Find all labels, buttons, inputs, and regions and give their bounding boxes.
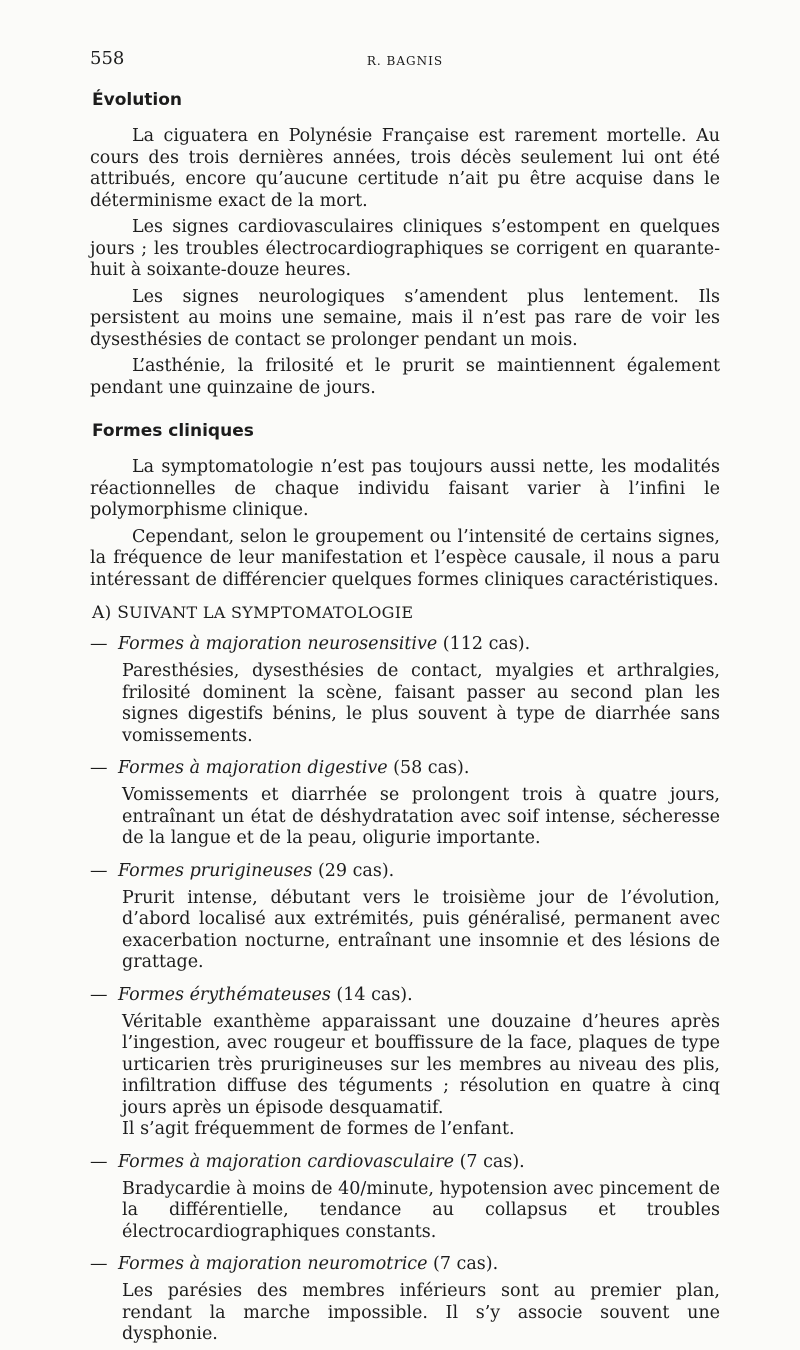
form-count: (7 cas). bbox=[427, 1254, 499, 1274]
paragraph: La ciguatera en Polynésie Française est rarement mortelle. Au cours des trois dernières années, trois décès seulement lui ont été attribués, encore qu’aucune certitude n’ait pu être acquise dans le déterminisme exact de la mort. bbox=[90, 126, 720, 211]
page-header bbox=[90, 48, 720, 78]
form-body bbox=[122, 1179, 720, 1244]
form-description: Véritable exanthème apparaissant une douzaine d’heures après l’ingestion, avec rougeur et bouffissure de la face, plaques de type urticarien très prurigineuses sur les membres au niveau des plis, infiltration diffuse des téguments ; résolution en quatre à cinq jours après un épisode desquamatif. bbox=[122, 1011, 720, 1118]
dash: — bbox=[90, 1254, 108, 1274]
subsection-heading bbox=[92, 603, 720, 623]
form-description: Vomissements et diarrhée se prolongent trois à quatre jours, entraînant un état de déshydratation avec soif intense, sécheresse de la langue et de la peau, oligurie importante. bbox=[122, 785, 720, 848]
dash: — bbox=[90, 860, 108, 881]
page-number: 558 bbox=[90, 48, 125, 69]
paragraph: La symptomatologie n’est pas toujours aussi nette, les modalités réactionnelles de chaque individu faisant varier à l’infini le polymorphisme clinique. bbox=[90, 457, 720, 520]
subsection-rest: UIVANT LA SYMPTOMATOLOGIE bbox=[129, 603, 414, 622]
form-name: Formes érythémateuses bbox=[118, 984, 331, 1005]
form-count: (7 cas). bbox=[454, 1151, 525, 1172]
dash: — bbox=[90, 758, 108, 778]
form-heading bbox=[90, 633, 720, 655]
section-title-evolution: Évolution bbox=[92, 90, 183, 110]
paragraph: L’asthénie, la frilosité et le prurit se maintiennent également pendant une quinzaine de jours. bbox=[90, 356, 720, 398]
paragraph: Les signes neurologiques s’amendent plus lentement. Ils persistent au moins une semaine, mais il n’est pas rare de voir les dysesthésies de contact se prolonger pendant un mois. bbox=[90, 286, 720, 350]
form-count: (58 cas). bbox=[387, 758, 470, 778]
form-description: Bradycardie à moins de 40/minute, hypotension avec pincement de la différentielle, tendance au collapsus et troubles électrocardiographiques constants. bbox=[122, 1178, 720, 1242]
form-body bbox=[122, 661, 720, 747]
form-body bbox=[122, 785, 720, 850]
form-count: (29 cas). bbox=[312, 860, 395, 881]
form-description: Prurit intense, débutant vers le troisième jour de l’évolution, d’abord localisé aux extrémités, puis généralisé, permanent avec exacerbation nocturne, entraînant une insomnie et des lésions de grattage. bbox=[122, 887, 720, 972]
form-heading bbox=[90, 1253, 720, 1275]
page bbox=[90, 48, 720, 1350]
dash: — bbox=[90, 1151, 108, 1172]
form-body bbox=[122, 1281, 720, 1346]
form-name: Formes à majoration digestive bbox=[118, 758, 388, 778]
section-title-formes-cliniques: Formes cliniques bbox=[92, 421, 254, 441]
form-name: Formes à majoration cardiovasculaire bbox=[118, 1151, 455, 1172]
form-body bbox=[122, 888, 720, 974]
form-body bbox=[122, 1012, 720, 1141]
form-heading bbox=[90, 1151, 720, 1173]
form-heading bbox=[90, 757, 720, 779]
running-head: R. BAGNIS bbox=[366, 54, 444, 68]
form-count: (14 cas). bbox=[330, 984, 413, 1005]
dash: — bbox=[90, 634, 108, 654]
form-heading bbox=[90, 860, 720, 882]
subsection-prefix: A) S bbox=[92, 603, 130, 623]
dash: — bbox=[90, 984, 108, 1005]
form-name: Formes prurigineuses bbox=[118, 860, 313, 881]
form-description: Paresthésies, dysesthésies de contact, myalgies et arthralgies, frilosité dominent la scène, faisant passer au second plan les signes digestifs bénins, le plus souvent à type de diarrhée sans vomissements. bbox=[122, 661, 720, 746]
form-name: Formes à majoration neuromotrice bbox=[118, 1254, 428, 1274]
paragraph: Les signes cardiovasculaires cliniques s’estompent en quelques jours ; les troubles électrocardiographiques se corrigent en quarante-huit à soixante-douze heures. bbox=[90, 217, 720, 280]
form-heading bbox=[90, 984, 720, 1006]
form-note: Il s’agit fréquemment de formes de l’enfant. bbox=[122, 1119, 515, 1139]
form-count: (112 cas). bbox=[437, 634, 531, 654]
form-name: Formes à majoration neurosensitive bbox=[118, 634, 438, 654]
paragraph: Cependant, selon le groupement ou l’intensité de certains signes, la fréquence de leur manifestation et l’espèce causale, il nous a paru intéressant de différencier quelques formes cliniques caractéristiques. bbox=[90, 526, 720, 590]
form-description: Les parésies des membres inférieurs sont au premier plan, rendant la marche impossible. Il s’y associe souvent une dysphonie. bbox=[122, 1281, 720, 1344]
